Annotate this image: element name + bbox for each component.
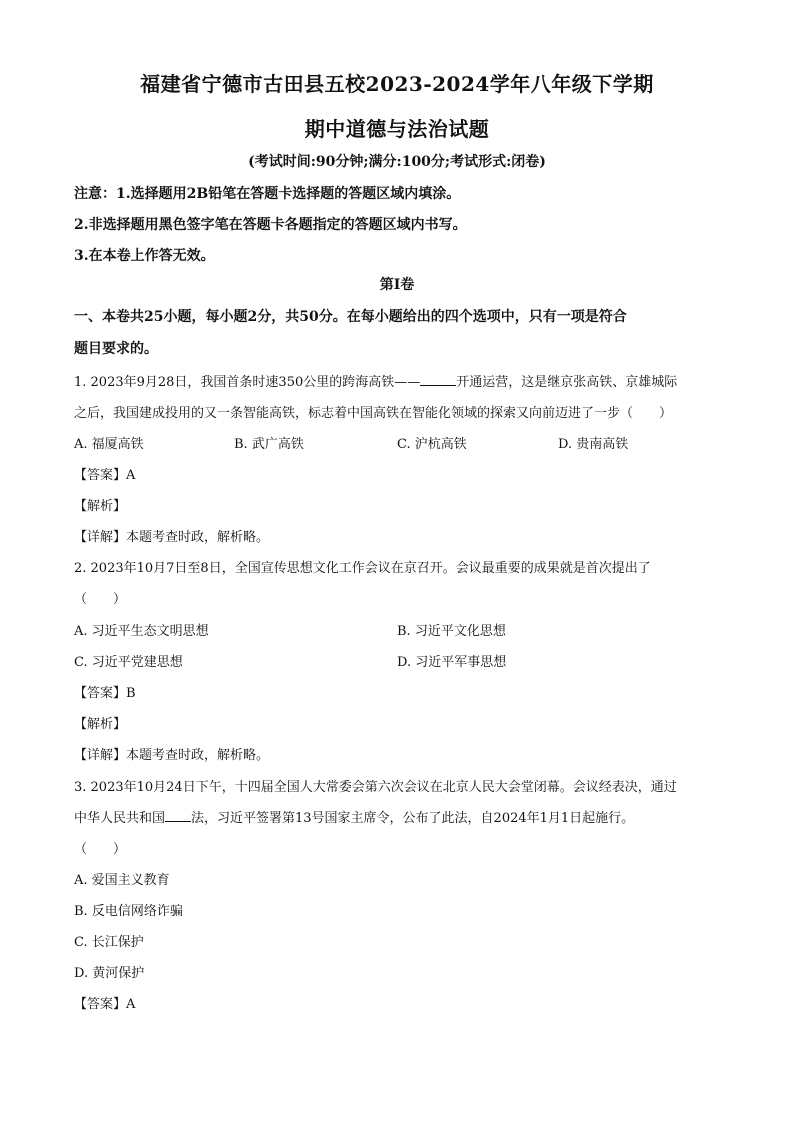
question-1-stem-line2: 之后，我国建成投用的又一条智能高铁，标志着中国高铁在智能化领域的探索又向前迈进了一步（ ） [74,406,673,421]
question-1-option-d: D. 贵南高铁 [558,437,629,452]
question-1-option-b: B. 武广高铁 [234,437,304,452]
note-1: 注意：1.选择题用2B铅笔在答题卡选择题的答题区域内填涂。 [74,186,461,202]
question-3-answer [74,993,135,1012]
answer-tag: 【答案】 [74,686,127,701]
section-label: 第Ⅰ卷 [379,277,415,293]
answer-tag: 【答案】 [74,468,127,483]
question-1-detail [74,526,269,545]
question-3-option-b: B. 反电信网络诈骗 [74,904,183,919]
section-instruction-line1: 一、本卷共25小题，每小题2分，共50分。在每小题给出的四个选项中，只有一项是符合 [74,309,627,325]
question-1-answer [74,464,135,483]
question-2-option-c: C. 习近平党建思想 [74,655,183,670]
question-2-stem-line2: （ ） [74,592,127,607]
answer-value: A [126,468,136,483]
question-3-option-a: A. 爱国主义教育 [74,873,170,888]
question-3-stem-part-a: 中华人民共和国 [74,811,166,826]
section-instruction-line2: 题目要求的。 [74,341,158,357]
answer-tag: 【答案】 [74,997,127,1012]
question-3-stem-line2 [74,807,634,826]
exam-title-line2: 期中道德与法治试题 [304,117,490,141]
question-1-option-a: A. 福厦高铁 [74,437,144,452]
question-3-stem-line3: （ ） [74,842,127,857]
note-2: 2.非选择题用黑色签字笔在答题卡各题指定的答题区域内书写。 [74,217,467,233]
question-3-option-d: D. 黄河保护 [74,966,145,981]
note-3: 3.在本卷上作答无效。 [74,248,215,264]
question-1-analysis: 【解析】 [74,499,127,514]
question-2-analysis: 【解析】 [74,717,127,732]
question-2-option-d: D. 习近平军事思想 [397,655,507,670]
detail-text: 本题考查时政，解析略。 [126,748,270,763]
question-2-detail [74,744,269,763]
question-2-answer [74,682,136,701]
question-1-blank [420,385,456,386]
detail-tag: 【详解】 [74,530,127,545]
question-3-option-c: C. 长江保护 [74,935,144,950]
answer-value: B [126,686,136,701]
question-2-option-a: A. 习近平生态文明思想 [74,624,209,639]
question-1-stem-part-a: 1. 2023年9月28日，我国首条时速350公里的跨海高铁—— [74,375,421,390]
answer-value: A [126,997,136,1012]
detail-tag: 【详解】 [74,748,127,763]
question-1-option-c: C. 沪杭高铁 [397,437,467,452]
detail-text: 本题考查时政，解析略。 [126,530,270,545]
question-3-stem-part-b: 法，习近平签署第13号国家主席令，公布了此法，自2024年1月1日起施行。 [191,811,635,826]
question-3-blank [165,821,191,822]
question-2-option-b: B. 习近平文化思想 [397,624,506,639]
question-2-stem-line1: 2. 2023年10月7日至8日，全国宣传思想文化工作会议在京召开。会议最重要的成果就是首次提出了 [74,561,651,576]
exam-info: (考试时间:90分钟;满分:100分;考试形式:闭卷) [248,154,546,170]
exam-title-line1: 福建省宁德市古田县五校2023-2024学年八年级下学期 [140,72,654,96]
question-1-stem-part-b: 开通运营，这是继京张高铁、京雄城际 [456,375,678,390]
question-3-stem-line1: 3. 2023年10月24日下午，十四届全国人大常委会第六次会议在北京人民大会堂闭幕。会议经表决，通过 [74,780,677,795]
question-1-stem-line1 [74,371,677,390]
